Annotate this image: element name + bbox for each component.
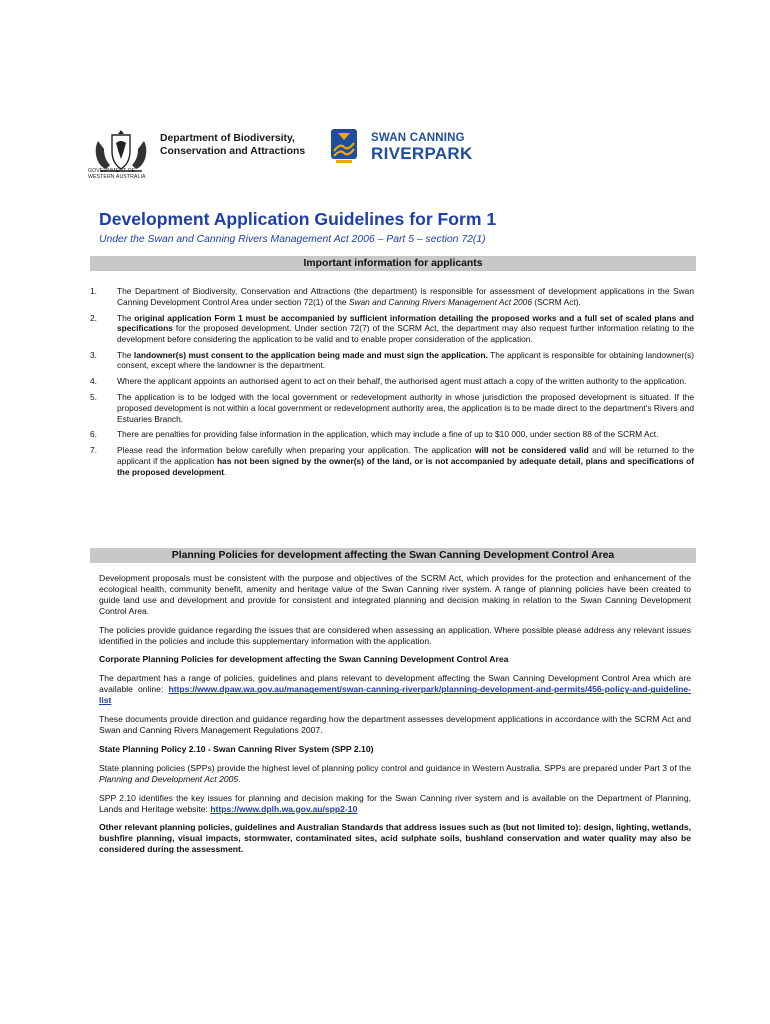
planning-policies-body: [99, 573, 691, 863]
list-item: [90, 313, 694, 345]
crest-caption-line2: WESTERN AUSTRALIA: [88, 174, 146, 180]
list-item: [90, 350, 694, 371]
list-item: [90, 429, 694, 440]
list-item: [90, 445, 694, 477]
list-item-text: and will be returned to the applicant if the application: [117, 445, 694, 467]
department-name-line2: Conservation and Attractions: [160, 146, 306, 157]
important-info-list: [90, 286, 694, 483]
department-name: [160, 132, 305, 158]
list-item: [90, 376, 694, 387]
paragraph-text: State planning policies (SPPs) provide the highest level of planning policy control and guidance in Western Australia. SPPs are prepared under Part 3 of the: [99, 762, 691, 773]
list-item-number: 4.: [90, 376, 97, 387]
paragraph-text: SPP 2.10 identifies the key issues for planning and decision making for the Swan Canning river system and is available on the Department of Planning, Lands and Heritage website:: [99, 792, 691, 814]
spp-link[interactable]: https://www.dplh.wa.gov.au/spp2-10: [210, 803, 358, 814]
riverpark-wordmark-line2: RIVERPARK: [371, 144, 473, 163]
letterhead: [88, 120, 688, 190]
list-item: [90, 392, 694, 424]
policy-list-link[interactable]: https://www.dpaw.wa.gov.au/management/swan-canning-riverpark/planning-development-and-permits/456-policy-and-guideline-list: [99, 684, 691, 706]
paragraph: [99, 793, 691, 815]
list-item-number: 5.: [90, 392, 97, 403]
paragraph-text: .: [238, 773, 241, 784]
paragraph-text: The department has a range of policies, guidelines and plans relevant to development affecting the Swan Canning Development Control Area which are available online:: [99, 673, 691, 695]
list-item: [90, 286, 694, 307]
list-item-italic: Swan and Canning Rivers Management Act 2006: [348, 296, 532, 307]
list-item-text: (SCRM Act).: [531, 296, 581, 307]
department-name-line1: Department of Biodiversity,: [160, 133, 295, 144]
list-item-text: for the proposed development. Under section 72(7) of the SCRM Act, the department may also request further information relating to the development before considering the application to be valid and to enable proper consideration of the application.: [117, 323, 694, 344]
list-item-text: The application is to be lodged with the local government or redevelopment authority in whose jurisdiction the proposed development is situated. If the proposed development is not within a local government or redevelopment authority area, the application is to be made direct to the department's Rivers and Estuaries Branch.: [117, 392, 694, 424]
list-item-text: The applicant is responsible for obtaining landowner(s) consent, except where the landowner is the department.: [117, 349, 694, 371]
paragraph: [99, 763, 691, 785]
list-item-number: 1.: [90, 286, 97, 296]
crest-caption-line1: GOVERNMENT OF: [88, 168, 136, 174]
paragraph-bold: Other relevant planning policies, guidelines and Australian Standards that address issues such as (but not limited to): design, lighting, wetlands, bushfire planning, visual impacts, stormwater, contaminated sites, acid sulphate soils, bushland conservation and water quality may also be considered during the assessment.: [99, 822, 691, 855]
paragraph: The policies provide guidance regarding the issues that are considered when assessing an application. Where possible please address any relevant issues identified in the policies and include this supplementary information with the application.: [99, 624, 691, 646]
document-title: Development Application Guidelines for Form 1: [99, 209, 497, 229]
list-item-number: 6.: [90, 429, 97, 440]
list-item-number: 2.: [90, 312, 97, 323]
spp-heading: State Planning Policy 2.10 - Swan Canning River System (SPP 2.10): [99, 743, 374, 754]
list-item-text: Where the applicant appoints an authorised agent to act on their behalf, the authorised agent must attach a copy of the written authority to the application.: [117, 376, 687, 387]
crest-caption: [88, 168, 146, 180]
list-item-bold: landowner(s) must consent to the application being made and must sign the application.: [133, 349, 488, 360]
riverpark-wordmark: [371, 132, 473, 163]
list-item-bold: will not be considered valid: [474, 445, 589, 456]
list-item-text: .: [224, 466, 227, 477]
planning-policies-heading: Planning Policies for development affecting the Swan Canning Development Control Area: [90, 548, 696, 563]
paragraph: These documents provide direction and guidance regarding how the department assesses development applications in accordance with the SCRM Act and Swan and Canning Rivers Management Regulations 2007.: [99, 714, 691, 735]
list-item-bold: original application Form 1 must be accompanied by sufficient information detailing the proposed works and a full set of scaled plans and specifications: [117, 312, 694, 334]
important-info-heading: Important information for applicants: [90, 256, 696, 271]
corporate-policies-heading: Corporate Planning Policies for development affecting the Swan Canning Development Control Area: [99, 654, 509, 665]
list-item-text: Please read the information below carefully when preparing your application. The application: [117, 445, 475, 456]
list-item-bold: has not been signed by the owner(s) of the land, or is not accompanied by adequate detail, plans and specifications of the proposed development: [117, 456, 694, 477]
riverpark-wordmark-line1: SWAN CANNING: [371, 132, 465, 144]
riverpark-logo-icon: [328, 125, 360, 167]
list-item-text: The Department of Biodiversity, Conservation and Attractions (the department) is responsible for assessment of development applications in the Swan Canning Development Control Area under section 72(1) of the: [117, 286, 694, 307]
paragraph: Development proposals must be consistent with the purpose and objectives of the SCRM Act, which provides for the protection and enhancement of the ecological health, community benefit, amenity and heritage value of the Swan Canning river system. A range of planning policies have been created to guide land use and development and provide for consistent and integrated planning and decision making in relation to the Swan Canning Development Control Area.: [99, 573, 691, 616]
list-item-text: The: [117, 349, 134, 360]
act-name-italic: Planning and Development Act 2005: [99, 773, 239, 784]
paragraph: [99, 673, 691, 706]
document-subtitle: Under the Swan and Canning Rivers Management Act 2006 – Part 5 – section 72(1): [99, 234, 486, 245]
list-item-text: There are penalties for providing false information in the application, which may include a fine of up to $10 000, under section 88 of the SCRM Act.: [117, 429, 659, 440]
list-item-number: 3.: [90, 349, 97, 360]
list-item-text: The: [117, 312, 135, 323]
list-item-number: 7.: [90, 445, 97, 456]
